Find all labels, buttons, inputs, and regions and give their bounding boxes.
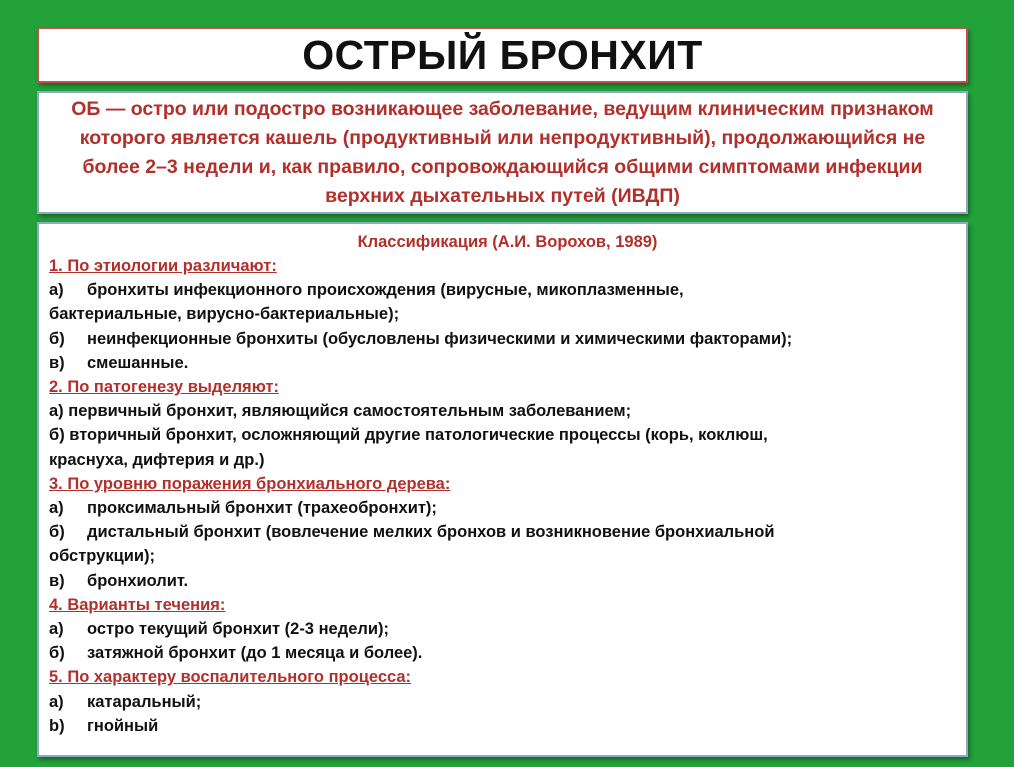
item-text: дистальный бронхит (вовлечение мелких бронхов и возникновение бронхиальной bbox=[87, 523, 775, 542]
item-text: смешанные. bbox=[87, 353, 189, 372]
item-marker: в) bbox=[49, 353, 65, 372]
section-inflammation-heading: 5. По характеру воспалительного процесса: bbox=[49, 668, 412, 687]
item-text: гнойный bbox=[87, 716, 159, 735]
item-marker: б) bbox=[49, 523, 65, 542]
list-item bbox=[49, 520, 956, 544]
item-continuation: обструкции); bbox=[49, 547, 156, 566]
item-marker: б) bbox=[49, 329, 65, 348]
item-marker: а) bbox=[49, 692, 64, 711]
item-text: неинфекционные бронхиты (обусловлены физическими и химическими факторами); bbox=[87, 329, 793, 348]
section-etiology-heading: 1. По этиологии различают: bbox=[49, 257, 277, 275]
list-item bbox=[49, 714, 956, 738]
item-continuation: краснуха, дифтерия и др.) bbox=[49, 450, 265, 469]
list-item bbox=[49, 690, 956, 714]
item-marker: а) bbox=[49, 499, 64, 518]
item-text: бронхиолит. bbox=[87, 571, 189, 590]
list-item bbox=[49, 278, 956, 302]
list-item bbox=[49, 327, 956, 351]
title-box bbox=[37, 27, 968, 83]
item-continuation: бактериальные, вирусно-бактериальные); bbox=[49, 305, 400, 324]
list-item: а) первичный бронхит, являющийся самостоятельным заболеванием; bbox=[49, 402, 632, 421]
classification-box bbox=[37, 222, 968, 757]
item-marker: b) bbox=[49, 716, 65, 735]
definition-text: ОБ — остро или подостро возникающее заболевание, ведущим клиническим признаком которого является кашель (продуктивный или непродуктивный), продолжающийся не более 2–3 недели и, как правило, сопровождающийся общими симптомами инфекции верхних дыхательных путей (ИВДП) bbox=[71, 97, 934, 207]
item-text: бронхиты инфекционного происхождения (вирусные, микоплазменные, bbox=[87, 281, 684, 300]
section-level-heading: 3. По уровню поражения бронхиального дерева: bbox=[49, 474, 451, 493]
item-text: остро текущий бронхит (2-3 недели); bbox=[87, 620, 389, 639]
item-marker: б) bbox=[49, 644, 65, 663]
item-marker: в) bbox=[49, 571, 65, 590]
list-item: б) вторичный бронхит, осложняющий другие патологические процессы (корь, коклюш, bbox=[49, 426, 768, 445]
section-pathogenesis-heading: 2. По патогенезу выделяют: bbox=[49, 378, 279, 397]
list-item bbox=[49, 351, 956, 375]
definition-box bbox=[37, 91, 968, 214]
section-course-heading: 4. Варианты течения: bbox=[49, 595, 226, 614]
page-title: ОСТРЫЙ БРОНХИТ bbox=[302, 31, 703, 78]
item-text: затяжной бронхит (до 1 месяца и более). bbox=[87, 644, 423, 663]
list-item bbox=[49, 569, 956, 593]
item-text: катаральный; bbox=[87, 692, 202, 711]
list-item bbox=[49, 641, 956, 665]
item-marker: а) bbox=[49, 281, 64, 300]
item-text: проксимальный бронхит (трахеобронхит); bbox=[87, 499, 437, 518]
classification-title: Классификация (А.И. Ворохов, 1989) bbox=[357, 233, 658, 251]
list-item bbox=[49, 617, 956, 641]
list-item bbox=[49, 496, 956, 520]
item-marker: а) bbox=[49, 620, 64, 639]
